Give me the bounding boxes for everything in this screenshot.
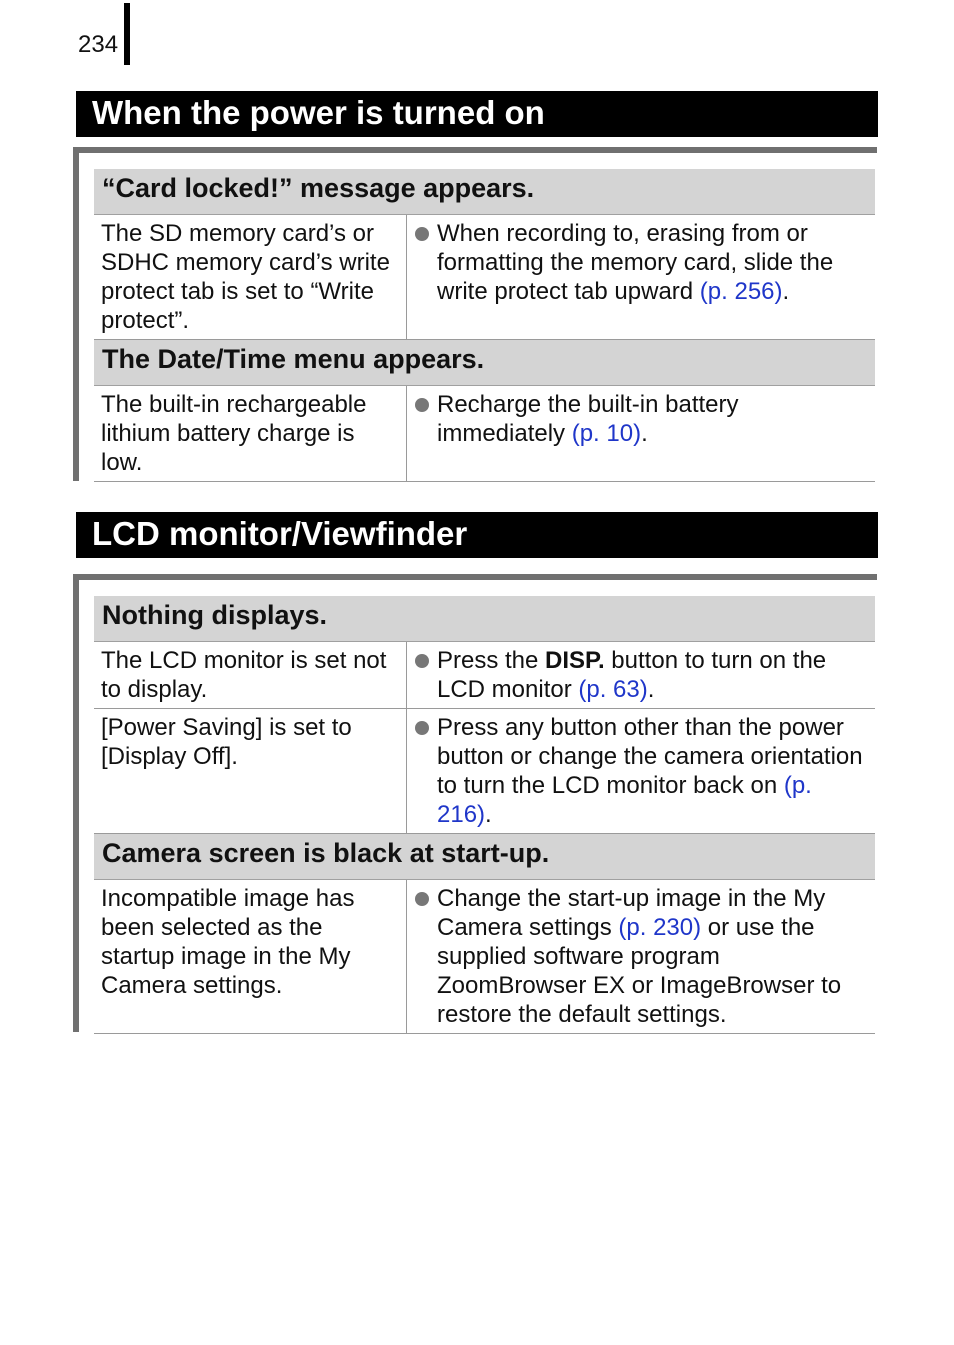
cause-text: The built-in rechargeable lithium battery charge is low. — [94, 386, 407, 481]
bullet-icon — [415, 721, 429, 735]
solution-cell — [407, 386, 875, 481]
page-link[interactable]: (p. 256) — [699, 278, 783, 305]
solution-cell — [407, 709, 875, 833]
section-box-lcd-monitor — [73, 574, 877, 1032]
page-link[interactable]: (p. 10) — [571, 420, 642, 447]
solution-text: Change the start-up image in the My Camera settings (p. 230) or use the supplied software program ZoomBrowser EX or ImageBrowser to restore the default settings. — [437, 885, 842, 1028]
problem-heading-nothing-displays: Nothing displays. — [94, 596, 875, 642]
page-number-rule — [124, 3, 130, 65]
section-title-power-on: When the power is turned on — [76, 91, 878, 137]
page-link[interactable]: (p. 63) — [578, 676, 648, 703]
table-row — [94, 880, 875, 1034]
solution-cell — [407, 215, 875, 339]
solution-text: Press the DISP. button to turn on the LCD monitor (p. 63). — [437, 647, 827, 703]
page-link[interactable]: (p. 216) — [437, 772, 812, 828]
page-link[interactable]: (p. 230) — [618, 914, 702, 941]
table-row — [94, 215, 875, 340]
problem-heading-black-screen: Camera screen is black at start-up. — [94, 834, 875, 880]
section-box-power-on — [73, 147, 877, 481]
table-row — [94, 709, 875, 834]
cause-text: The SD memory card’s or SDHC memory card’s write protect tab is set to “Write protect”. — [94, 215, 407, 339]
disp-button-label: DISP. — [545, 647, 605, 674]
bullet-icon — [415, 892, 429, 906]
table-row — [94, 642, 875, 709]
problem-heading-date-time: The Date/Time menu appears. — [94, 340, 875, 386]
cause-text: Incompatible image has been selected as the startup image in the My Camera settings. — [94, 880, 407, 1033]
bullet-icon — [415, 398, 429, 412]
problem-heading-card-locked: “Card locked!” message appears. — [94, 169, 875, 215]
solution-text: Recharge the built-in battery immediately (p. 10). — [437, 391, 739, 447]
bullet-icon — [415, 227, 429, 241]
table-row — [94, 386, 875, 482]
cause-text: The LCD monitor is set not to display. — [94, 642, 407, 708]
solution-text: When recording to, erasing from or formatting the memory card, slide the write protect tab upward (p. 256). — [437, 220, 834, 305]
solution-cell — [407, 880, 875, 1033]
bullet-icon — [415, 654, 429, 668]
section-title-lcd-monitor: LCD monitor/Viewfinder — [76, 512, 878, 558]
solution-cell — [407, 642, 875, 708]
solution-text: Press any button other than the power button or change the camera orientation to turn the LCD monitor back on (p. 216). — [437, 714, 863, 828]
cause-text: [Power Saving] is set to [Display Off]. — [94, 709, 407, 833]
page-number: 234 — [78, 31, 119, 58]
